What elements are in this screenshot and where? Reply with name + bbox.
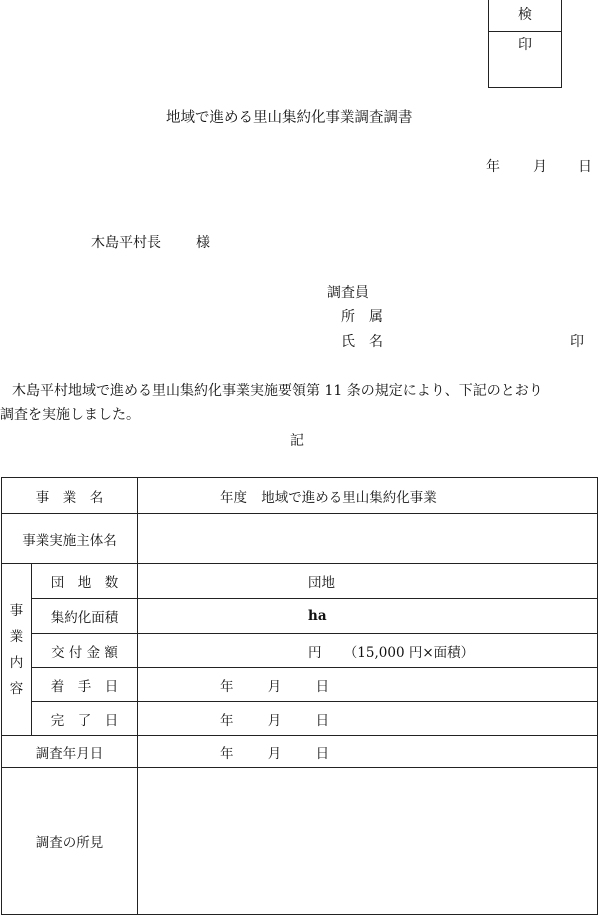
inspection-stamp-box [488, 0, 570, 88]
finish-month: 月 [267, 712, 282, 729]
project-name-label: 事 業 名 [2, 478, 138, 514]
content-label-char: 内 [9, 654, 24, 671]
body-line-2: 調査を実施しました。 [0, 407, 140, 423]
start-year: 年 [220, 678, 234, 695]
survey-date-label: 調査年月日 [2, 736, 138, 768]
investigator-heading: 調査員 [327, 285, 369, 301]
table-row [2, 599, 598, 634]
grant-label: 交 付 金 額 [32, 634, 138, 668]
area-label: 集約化面積 [32, 599, 138, 634]
survey-table [1, 477, 598, 915]
name-label: 氏 名 [341, 334, 383, 350]
document-title: 地域で進める里山集約化事業調査調書 [166, 110, 413, 126]
start-date-label: 着 手 日 [32, 668, 138, 702]
parcels-cell [138, 564, 598, 599]
survey-month: 月 [267, 745, 282, 762]
project-year-prefix: 年度 [220, 489, 247, 506]
seal-mark: 印 [570, 334, 584, 350]
table-row [2, 668, 598, 702]
parcels-unit: 団地 [308, 575, 335, 591]
affiliation-label: 所 属 [341, 309, 383, 325]
project-name-value: 地域で進める里山集約化事業 [261, 489, 437, 506]
findings-label: 調査の所見 [2, 768, 138, 915]
finish-year: 年 [220, 712, 234, 729]
survey-date-cell [138, 736, 598, 768]
date-month: 月 [533, 159, 547, 175]
content-label [2, 564, 32, 736]
table-row [2, 478, 598, 514]
table-row [2, 564, 598, 599]
content-label-char: 事 [9, 602, 24, 619]
implementer-value [138, 514, 598, 564]
project-name-cell [138, 478, 598, 514]
table-row [2, 702, 598, 736]
table-row [2, 768, 598, 915]
survey-year: 年 [220, 745, 234, 762]
finish-date-label: 完 了 日 [32, 702, 138, 736]
date-year: 年 [486, 159, 500, 175]
table-row [2, 736, 598, 768]
finish-day: 日 [315, 712, 330, 729]
date-day: 日 [578, 159, 592, 175]
table-row [2, 514, 598, 564]
area-cell [138, 599, 598, 634]
parcels-label: 団 地 数 [32, 564, 138, 599]
grant-unit: 円 [308, 644, 322, 661]
survey-day: 日 [315, 745, 330, 762]
content-label-char: 容 [9, 680, 24, 697]
addressee-name: 木島平村長 [91, 235, 161, 251]
stamp-label: 検 印 [489, 0, 561, 32]
grant-cell [138, 634, 598, 668]
start-date-cell [138, 668, 598, 702]
area-unit: ha [308, 608, 327, 624]
findings-value [138, 768, 598, 915]
body-line-1: 木島平村地域で進める里山集約化事業実施要領第 11 条の規定により、下記のとおり [12, 383, 543, 399]
implementer-label: 事業実施主体名 [2, 514, 138, 564]
grant-note: （15,000 円×面積） [343, 644, 475, 661]
ki-mark: 記 [290, 433, 304, 449]
finish-date-cell [138, 702, 598, 736]
start-day: 日 [315, 678, 330, 695]
start-month: 月 [267, 678, 282, 695]
content-label-char: 業 [9, 628, 24, 645]
table-row [2, 634, 598, 668]
addressee-honorific: 様 [196, 235, 210, 251]
